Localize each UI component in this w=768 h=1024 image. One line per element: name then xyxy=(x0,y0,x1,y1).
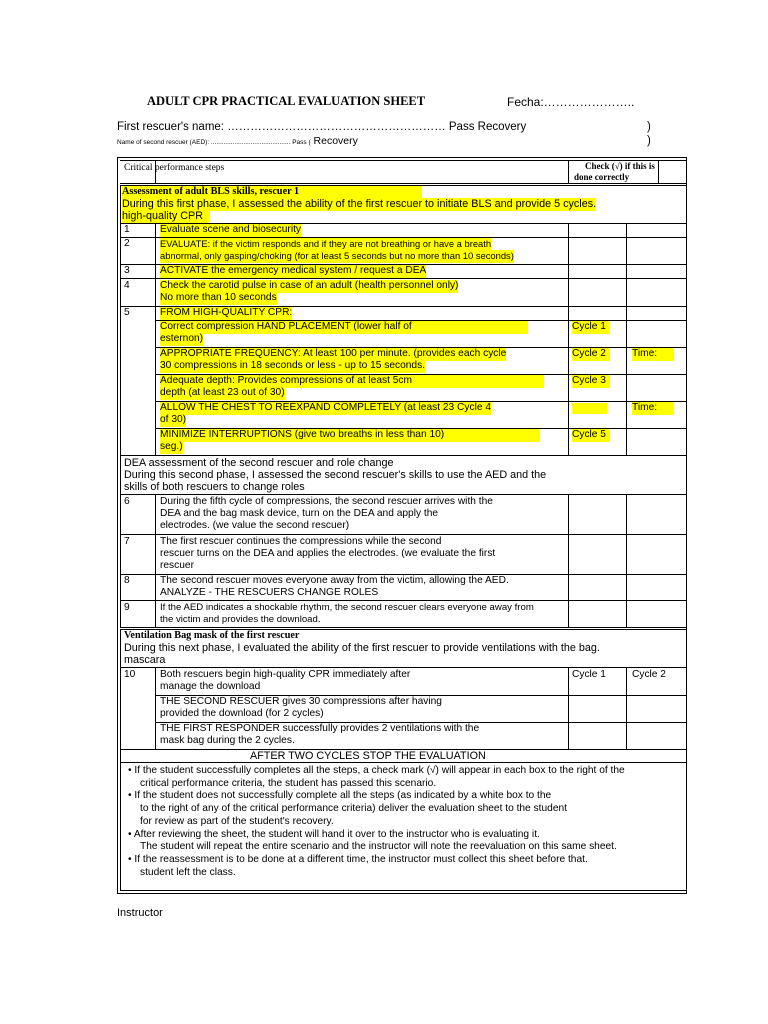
second-rescuer-tail: Recovery xyxy=(310,135,358,147)
step-number: 9 xyxy=(124,602,130,613)
grid-line xyxy=(120,629,121,762)
vent-item-text: mask bag during the 2 cycles. xyxy=(160,735,295,746)
page-title: ADULT CPR PRACTICAL EVALUATION SHEET xyxy=(147,94,426,108)
step-text: The first rescuer continues the compressions while the second xyxy=(160,536,442,547)
instruction-line: • If the reassessment is to be done at a different time, the instructor must collect this sheet before that. xyxy=(128,853,588,865)
grid-line xyxy=(568,160,569,183)
time-label: Time: xyxy=(632,402,674,415)
cpr-item-text: APPROPRIATE FREQUENCY: At least 100 per minute. (provides each cycle xyxy=(160,348,507,359)
cpr-item-text: Adequate depth: Provides compressions of at least 5cm xyxy=(160,375,544,388)
grid-line xyxy=(658,160,659,183)
grid-line xyxy=(626,494,627,627)
grid-line xyxy=(568,223,569,455)
cpr-item-text: MINIMIZE INTERRUPTIONS (give two breaths in less than 10) xyxy=(160,429,540,442)
time-label: Time: xyxy=(632,348,674,361)
cpr-item-text: seg.) xyxy=(160,441,183,452)
cpr-item-text: esternon) xyxy=(160,333,204,344)
vent-item-text: THE SECOND RESCUER gives 30 compressions after having xyxy=(160,696,442,707)
step-text: abnormal, only gasping/choking (for at least 5 seconds but no more than 10 seconds) xyxy=(160,250,514,261)
section3-title: Ventilation Bag mask of the first rescuer xyxy=(124,630,300,641)
instruction-line: • If the student does not successfully complete all the steps (as indicated by a white box to the xyxy=(128,790,552,802)
stop-evaluation-note: AFTER TWO CYCLES STOP THE EVALUATION xyxy=(250,750,486,762)
section2-title: DEA assessment of the second rescuer and role change xyxy=(124,457,394,469)
grid-line xyxy=(120,534,686,535)
first-rescuer-label: First rescuer's name: ………………………………………………… Pass Recovery xyxy=(117,121,527,133)
step-number: 2 xyxy=(124,238,130,249)
step-text: Check the carotid pulse in case of an adult (health personnel only) xyxy=(160,280,459,291)
section1-title: Assessment of adult BLS skills, rescuer 1 xyxy=(122,186,422,199)
grid-line xyxy=(686,185,687,455)
step-number: 10 xyxy=(124,669,136,680)
grid-line xyxy=(686,629,687,762)
grid-line xyxy=(120,667,686,668)
grid-line xyxy=(120,278,686,279)
cycle-label: Cycle 2 xyxy=(572,348,610,361)
first-rescuer-line xyxy=(117,121,651,133)
grid-line xyxy=(155,667,156,749)
vent-item-text: manage the download xyxy=(160,681,261,692)
instruction-line: to the right of any of the critical performance criteria) deliver the evaluation sheet to the student xyxy=(140,803,567,815)
grid-line xyxy=(120,183,686,184)
instruction-line: • After reviewing the sheet, the student will hand it over to the instructor who is evaluating it. xyxy=(128,828,540,840)
step-number: 3 xyxy=(124,265,130,276)
grid-line xyxy=(120,890,686,891)
cpr-item-text: 30 compressions in 18 seconds or less - up to 15 seconds. xyxy=(160,360,426,371)
date-field: Fecha:………………….. xyxy=(507,95,635,109)
instructor-label: Instructor xyxy=(117,907,163,919)
paren-close: ) xyxy=(647,121,651,133)
grid-line xyxy=(626,223,627,455)
section3-desc: During this next phase, I evaluated the ability of the first rescuer to provide ventilations with the bag. xyxy=(124,642,600,654)
step-text: EVALUATE: if the victim responds and if they are not breathing or have a breath xyxy=(160,238,492,249)
grid-line xyxy=(568,667,569,749)
instruction-line: The student will repeat the entire scenario and the instructor will note the reevaluation on this same sheet. xyxy=(140,841,617,853)
cycle-label: Cycle 3 xyxy=(572,375,610,388)
step-number: 8 xyxy=(124,575,130,586)
vent-item-text: Both rescuers begin high-quality CPR immediately after xyxy=(160,669,411,680)
grid-line xyxy=(568,494,569,627)
section1-desc: high-quality CPR xyxy=(122,210,210,223)
cpr-item-text: depth (at least 23 out of 30) xyxy=(160,387,285,398)
cycle-label: Cycle 1 xyxy=(572,321,610,334)
step-text: electrodes. (we value the second rescuer) xyxy=(160,520,350,531)
second-rescuer-label: Name of second rescuer (AED): ............................................ Pass ( xyxy=(117,139,311,146)
step-text: DEA and the bag mask device, turn on the DEA and apply the xyxy=(160,508,439,519)
grid-line xyxy=(626,667,627,749)
step-text: rescuer xyxy=(160,560,194,571)
cpr-item-text: ALLOW THE CHEST TO REEXPAND COMPLETELY (at least 23 Cycle 4 xyxy=(160,402,492,413)
cycle-highlight xyxy=(572,403,607,414)
grid-line xyxy=(120,185,121,455)
instructions-list xyxy=(128,765,625,879)
grid-line xyxy=(686,762,687,891)
vent-item-text: THE FIRST RESPONDER successfully provides 2 ventilations with the xyxy=(160,723,480,734)
instruction-line: • If the student successfully completes all the steps, a check mark (√) will appear in each box to the right of the xyxy=(128,765,625,776)
cycle-label: Cycle 2 xyxy=(632,669,666,680)
step-text: ANALYZE - THE RESCUERS CHANGE ROLES xyxy=(160,587,379,598)
step-text: FROM HIGH-QUALITY CPR: xyxy=(160,307,293,318)
instruction-line: student left the class. xyxy=(140,866,236,878)
step-number: 6 xyxy=(124,496,130,507)
col-header-check-1: Check (√) if this is xyxy=(585,161,655,171)
step-text: During the fifth cycle of compressions, the second rescuer arrives with the xyxy=(160,496,493,507)
vent-item-text: provided the download (for 2 cycles) xyxy=(160,708,324,719)
grid-line xyxy=(686,455,687,627)
step-text: rescuer turns on the DEA and applies the electrodes. (we evaluate the first xyxy=(160,548,496,559)
cpr-item-text: of 30) xyxy=(160,414,187,425)
section3-desc: mascara xyxy=(124,654,166,666)
section2-desc: skills of both rescuers to change roles xyxy=(124,481,305,493)
step-text: Evaluate scene and biosecurity xyxy=(160,224,302,235)
step-number: 5 xyxy=(124,307,130,318)
instruction-line: for review as part of the student's recovery. xyxy=(140,815,334,827)
cpr-item-text: Correct compression HAND PLACEMENT (lower half of xyxy=(160,321,528,334)
grid-line xyxy=(120,494,686,495)
second-rescuer-line xyxy=(117,135,651,147)
step-number: 4 xyxy=(124,280,130,291)
step-text: the victim and provides the download. xyxy=(160,614,321,625)
col-header-steps: Critical performance steps xyxy=(124,163,225,173)
step-text: ACTIVATE the emergency medical system / request a DEA xyxy=(160,265,427,276)
step-text: No more than 10 seconds xyxy=(160,292,277,303)
step-number: 7 xyxy=(124,536,130,547)
section2-desc: During this second phase, I assessed the second rescuer's skills to use the AED and the xyxy=(124,469,547,481)
grid-line xyxy=(155,494,156,627)
grid-line xyxy=(120,627,686,628)
grid-line xyxy=(155,223,156,455)
col-header-check-2: done correctly xyxy=(574,172,630,182)
cycle-label: Cycle 1 xyxy=(572,669,606,680)
paren-close: ) xyxy=(647,135,651,147)
instruction-line: critical performance criteria, the student has passed this scenario. xyxy=(140,777,437,789)
section1-desc: During this first phase, I assessed the ability of the first rescuer to initiate BLS and provide 5 cycles. xyxy=(122,198,597,210)
cycle-label: Cycle 5 xyxy=(572,429,610,442)
grid-line xyxy=(120,455,121,627)
grid-line xyxy=(120,455,686,456)
grid-line xyxy=(120,600,686,601)
step-number: 1 xyxy=(124,224,130,235)
step-text: If the AED indicates a shockable rhythm, the second rescuer clears everyone away from xyxy=(160,602,534,613)
grid-line xyxy=(120,762,121,891)
step-text: The second rescuer moves everyone away from the victim, allowing the AED. xyxy=(160,575,509,586)
